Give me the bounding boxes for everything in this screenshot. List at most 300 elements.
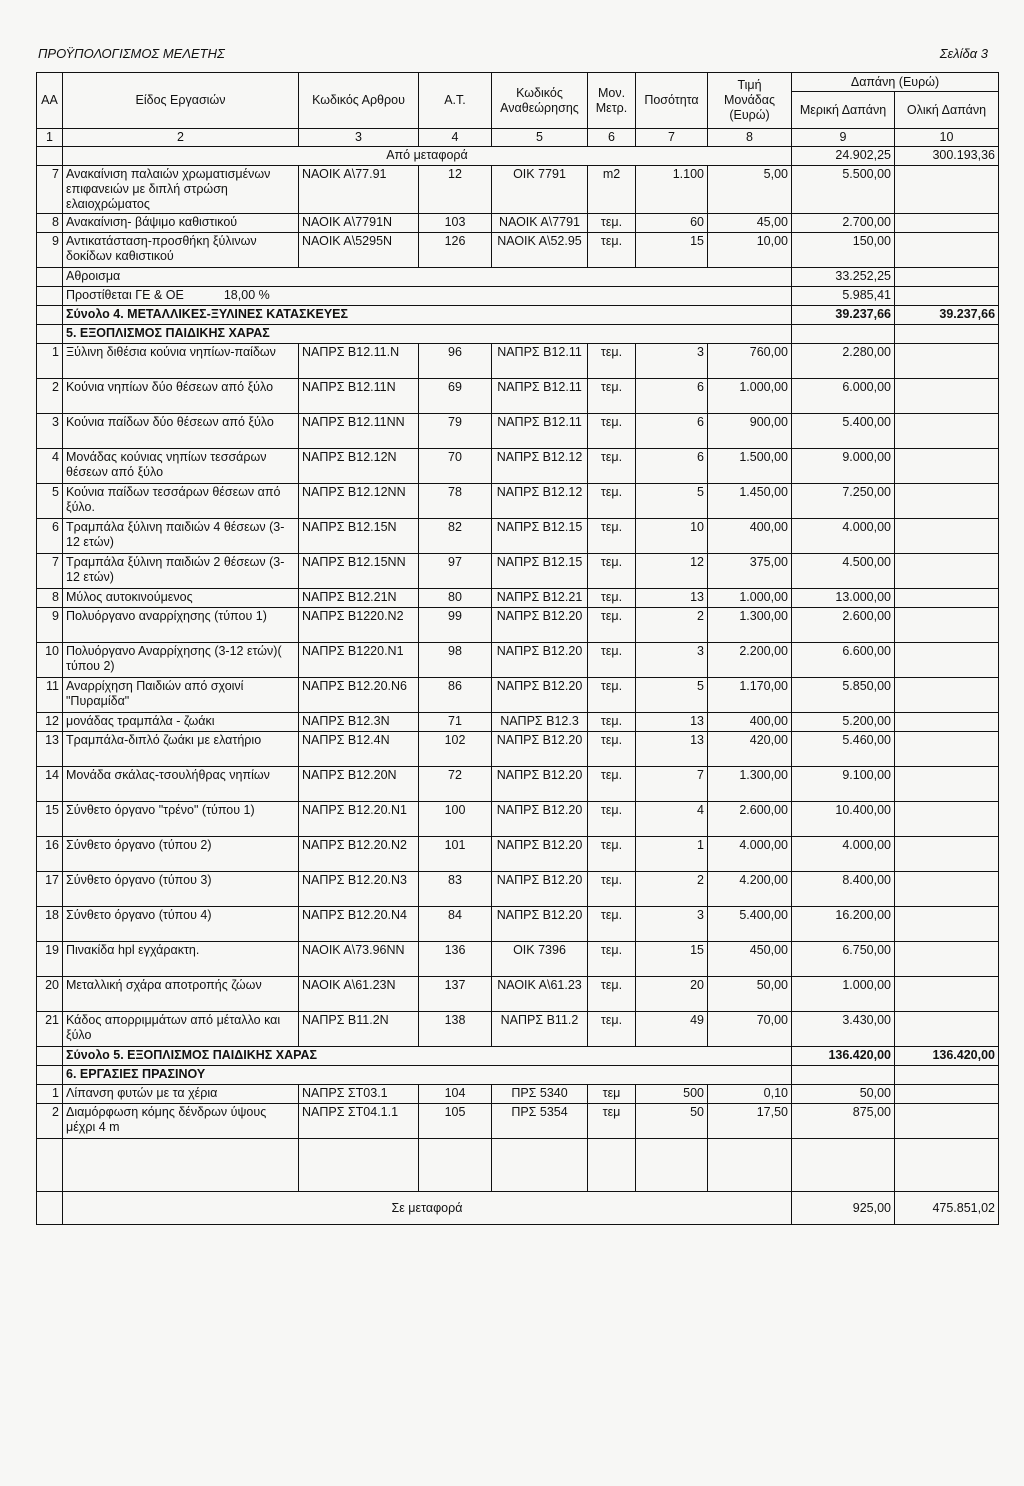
- row-quantity: 6: [636, 449, 708, 484]
- row-revision-code: ΟΙΚ 7791: [492, 166, 588, 214]
- row-unit: τεμ.: [588, 977, 636, 1012]
- row-partial-cost: 7.250,00: [792, 484, 895, 519]
- table-row: [37, 166, 999, 214]
- table-row: [37, 678, 999, 713]
- row-unit-price: 1.500,00: [708, 449, 792, 484]
- row-quantity: 13: [636, 732, 708, 767]
- row-total-cost: [895, 732, 999, 767]
- row-unit: τεμ: [588, 1104, 636, 1139]
- col-num: 9: [792, 129, 895, 147]
- row-unit: τεμ.: [588, 608, 636, 643]
- row-revision-code: ΝΑΠΡΣ Β12.3: [492, 713, 588, 732]
- row-partial-cost: 4.500,00: [792, 554, 895, 589]
- blank-cell: [299, 1139, 419, 1192]
- row-total-cost: [895, 643, 999, 678]
- row-partial-cost: 5.200,00: [792, 713, 895, 732]
- row-quantity: 6: [636, 379, 708, 414]
- row-total-cost: [895, 977, 999, 1012]
- row-aa: 11: [37, 678, 63, 713]
- row-article-code: ΝΑΠΡΣ Β12.11Ν: [299, 379, 419, 414]
- row-aa: 13: [37, 732, 63, 767]
- row-article-code: ΝΑΟΙΚ Α\7791Ν: [299, 214, 419, 233]
- row-aa: [37, 325, 63, 344]
- row-unit-price: 1.000,00: [708, 589, 792, 608]
- carry-forward-total: 475.851,02: [895, 1192, 999, 1225]
- row-revision-code: ΝΑΠΡΣ Β12.20: [492, 643, 588, 678]
- table-row: [37, 802, 999, 837]
- col-num: 6: [588, 129, 636, 147]
- row-article-code: ΝΑΠΡΣ Β12.12ΝΝ: [299, 484, 419, 519]
- row-description: Ανακαίνιση παλαιών χρωματισμένων επιφανειών με διπλή στρώση ελαιοχρώματος: [63, 166, 299, 214]
- row-unit: τεμ: [588, 1085, 636, 1104]
- row-unit-price: 1.170,00: [708, 678, 792, 713]
- row-aa: 14: [37, 767, 63, 802]
- row-at: 138: [419, 1012, 492, 1047]
- row-quantity: 2: [636, 872, 708, 907]
- table-row: [37, 1104, 999, 1139]
- row-at: 71: [419, 713, 492, 732]
- row-aa: 9: [37, 233, 63, 268]
- header-partial-cost: Μερική Δαπάνη: [792, 92, 895, 129]
- section5-total-row: [37, 1047, 999, 1066]
- header-quantity: Ποσότητα: [636, 73, 708, 129]
- row-quantity: 3: [636, 907, 708, 942]
- row-unit: τεμ.: [588, 344, 636, 379]
- row-revision-code: ΝΑΠΡΣ Β12.12: [492, 484, 588, 519]
- row-aa: 10: [37, 643, 63, 678]
- row-unit-price: 5.400,00: [708, 907, 792, 942]
- row-at: 79: [419, 414, 492, 449]
- row-quantity: 1.100: [636, 166, 708, 214]
- table-row: [37, 1012, 999, 1047]
- row-quantity: 6: [636, 414, 708, 449]
- row-quantity: 5: [636, 678, 708, 713]
- table-row: [37, 449, 999, 484]
- row-quantity: 2: [636, 608, 708, 643]
- row-unit-price: 0,10: [708, 1085, 792, 1104]
- row-partial-cost: 6.600,00: [792, 643, 895, 678]
- row-total-cost: [895, 554, 999, 589]
- row-quantity: 10: [636, 519, 708, 554]
- table-row: [37, 942, 999, 977]
- row-unit: τεμ.: [588, 837, 636, 872]
- row-revision-code: ΝΑΠΡΣ Β12.15: [492, 519, 588, 554]
- row-partial-cost: 5.500,00: [792, 166, 895, 214]
- row-article-code: ΝΑΠΡΣ Β12.15ΝΝ: [299, 554, 419, 589]
- row-at: 137: [419, 977, 492, 1012]
- row-total-cost: [895, 214, 999, 233]
- col-num: 1: [37, 129, 63, 147]
- row-partial-cost: 5.850,00: [792, 678, 895, 713]
- row-unit: τεμ.: [588, 732, 636, 767]
- row-description: Κούνια παίδων δύο θέσεων από ξύλο: [63, 414, 299, 449]
- blank-cell: [63, 1139, 299, 1192]
- row-at: 80: [419, 589, 492, 608]
- row-unit-price: 45,00: [708, 214, 792, 233]
- row-unit-price: 400,00: [708, 519, 792, 554]
- row-article-code: ΝΑΠΡΣ Β1220.Ν2: [299, 608, 419, 643]
- row-article-code: ΝΑΠΡΣ Β12.21Ν: [299, 589, 419, 608]
- row-revision-code: ΝΑΠΡΣ Β12.20: [492, 907, 588, 942]
- row-partial-cost: 6.750,00: [792, 942, 895, 977]
- header-revision-code: Κωδικός Αναθεώρησης: [492, 73, 588, 129]
- row-total-cost: [895, 1104, 999, 1139]
- row-article-code: ΝΑΠΡΣ Β1220.Ν1: [299, 643, 419, 678]
- row-at: 102: [419, 732, 492, 767]
- row-quantity: 1: [636, 837, 708, 872]
- row-unit-price: 4.200,00: [708, 872, 792, 907]
- section5-title-row-partial: [792, 325, 895, 344]
- row-article-code: ΝΑΠΡΣ Β12.11.Ν: [299, 344, 419, 379]
- row-revision-code: ΝΑΠΡΣ Β12.20: [492, 608, 588, 643]
- header-article-code: Κωδικός Αρθρου: [299, 73, 419, 129]
- row-aa: [37, 287, 63, 306]
- blank-cell: [37, 1139, 63, 1192]
- row-description: Σύνθετο όργανο (τύπου 3): [63, 872, 299, 907]
- row-unit: τεμ.: [588, 907, 636, 942]
- row-article-code: ΝΑΠΡΣ Β12.12Ν: [299, 449, 419, 484]
- row-quantity: 5: [636, 484, 708, 519]
- header-unit: Μον. Μετρ.: [588, 73, 636, 129]
- row-partial-cost: 2.280,00: [792, 344, 895, 379]
- row-unit-price: 17,50: [708, 1104, 792, 1139]
- row-unit: m2: [588, 166, 636, 214]
- table-row: [37, 713, 999, 732]
- sum-row-total: [895, 268, 999, 287]
- row-article-code: ΝΑΠΡΣ ΣΤ04.1.1: [299, 1104, 419, 1139]
- row-article-code: ΝΑΟΙΚ Α\5295Ν: [299, 233, 419, 268]
- row-description: Μεταλλική σχάρα αποτροπής ζώων: [63, 977, 299, 1012]
- row-quantity: 50: [636, 1104, 708, 1139]
- row-at: 78: [419, 484, 492, 519]
- row-aa: 7: [37, 166, 63, 214]
- row-unit: τεμ.: [588, 1012, 636, 1047]
- header-unit-price: Τιμή Μονάδας (Ευρώ): [708, 73, 792, 129]
- table-row: [37, 872, 999, 907]
- row-quantity: 500: [636, 1085, 708, 1104]
- sum-row: [37, 268, 999, 287]
- overhead-row-total: [895, 287, 999, 306]
- section4-total-row-total: 39.237,66: [895, 306, 999, 325]
- row-unit: τεμ.: [588, 872, 636, 907]
- row-total-cost: [895, 589, 999, 608]
- carry-forward-label: Σε μεταφορά: [63, 1192, 792, 1225]
- section5-total-row-total: 136.420,00: [895, 1047, 999, 1066]
- row-at: 69: [419, 379, 492, 414]
- row-at: 100: [419, 802, 492, 837]
- section6-title-row-total: [895, 1066, 999, 1085]
- row-unit: τεμ.: [588, 942, 636, 977]
- row-unit: τεμ.: [588, 379, 636, 414]
- row-quantity: 13: [636, 713, 708, 732]
- row-article-code: ΝΑΠΡΣ Β11.2Ν: [299, 1012, 419, 1047]
- table-row: [37, 977, 999, 1012]
- row-total-cost: [895, 802, 999, 837]
- row-unit: τεμ.: [588, 214, 636, 233]
- row-at: 99: [419, 608, 492, 643]
- row-total-cost: [895, 767, 999, 802]
- sum-row-label: Αθροισμα: [63, 268, 792, 287]
- row-quantity: 4: [636, 802, 708, 837]
- row-revision-code: ΝΑΠΡΣ Β12.20: [492, 732, 588, 767]
- row-total-cost: [895, 379, 999, 414]
- row-revision-code: ΝΑΠΡΣ Β12.20: [492, 837, 588, 872]
- table-row: [37, 233, 999, 268]
- row-at: 84: [419, 907, 492, 942]
- row-partial-cost: 3.430,00: [792, 1012, 895, 1047]
- row-aa: 12: [37, 713, 63, 732]
- blank-cell: [636, 1139, 708, 1192]
- row-aa: [37, 306, 63, 325]
- row-total-cost: [895, 608, 999, 643]
- blank-cell: [792, 1139, 895, 1192]
- row-total-cost: [895, 449, 999, 484]
- sum-row-partial: 33.252,25: [792, 268, 895, 287]
- row-at: 105: [419, 1104, 492, 1139]
- col-num: 2: [63, 129, 299, 147]
- row-quantity: 12: [636, 554, 708, 589]
- row-aa: [37, 1047, 63, 1066]
- row-aa: 17: [37, 872, 63, 907]
- row-revision-code: ΝΑΟΙΚ Α\52.95: [492, 233, 588, 268]
- row-at: 86: [419, 678, 492, 713]
- row-partial-cost: 8.400,00: [792, 872, 895, 907]
- section5-title-row-label: 5. ΕΞΟΠΛΙΣΜΟΣ ΠΑΙΔΙΚΗΣ ΧΑΡΑΣ: [63, 325, 792, 344]
- row-partial-cost: 5.400,00: [792, 414, 895, 449]
- row-description: Διαμόρφωση κόμης δένδρων ύψους μέχρι 4 m: [63, 1104, 299, 1139]
- table-row: [37, 554, 999, 589]
- budget-table: [36, 72, 999, 1225]
- row-total-cost: [895, 519, 999, 554]
- table-row: [37, 732, 999, 767]
- row-total-cost: [895, 907, 999, 942]
- row-quantity: 7: [636, 767, 708, 802]
- row-description: Κούνια παίδων τεσσάρων θέσεων από ξύλο.: [63, 484, 299, 519]
- row-unit: τεμ.: [588, 519, 636, 554]
- table-body: [37, 147, 999, 1225]
- row-aa: 8: [37, 214, 63, 233]
- row-aa: 21: [37, 1012, 63, 1047]
- row-partial-cost: 16.200,00: [792, 907, 895, 942]
- row-total-cost: [895, 233, 999, 268]
- row-at: 96: [419, 344, 492, 379]
- row-unit: τεμ.: [588, 678, 636, 713]
- row-at: 136: [419, 942, 492, 977]
- row-total-cost: [895, 678, 999, 713]
- row-description: Λίπανση φυτών με τα χέρια: [63, 1085, 299, 1104]
- row-partial-cost: 875,00: [792, 1104, 895, 1139]
- row-partial-cost: 6.000,00: [792, 379, 895, 414]
- row-total-cost: [895, 1085, 999, 1104]
- row-revision-code: ΝΑΠΡΣ Β12.11: [492, 414, 588, 449]
- blank-row: [37, 1139, 999, 1192]
- row-unit-price: 900,00: [708, 414, 792, 449]
- row-description: Πινακίδα hpl εγχάρακτη.: [63, 942, 299, 977]
- row-at: 82: [419, 519, 492, 554]
- row-quantity: 3: [636, 344, 708, 379]
- overhead-row: [37, 287, 999, 306]
- table-row: [37, 344, 999, 379]
- row-revision-code: ΝΑΠΡΣ Β12.20: [492, 802, 588, 837]
- table-row: [37, 214, 999, 233]
- row-article-code: ΝΑΠΡΣ Β12.20.Ν4: [299, 907, 419, 942]
- row-partial-cost: 2.600,00: [792, 608, 895, 643]
- col-num: 4: [419, 129, 492, 147]
- row-article-code: ΝΑΠΡΣ Β12.15Ν: [299, 519, 419, 554]
- row-unit: τεμ.: [588, 484, 636, 519]
- row-description: Τραμπάλα-διπλό ζωάκι με ελατήριο: [63, 732, 299, 767]
- row-aa: 20: [37, 977, 63, 1012]
- row-at: 103: [419, 214, 492, 233]
- table-row: [37, 1085, 999, 1104]
- row-unit-price: 70,00: [708, 1012, 792, 1047]
- row-revision-code: ΝΑΠΡΣ Β12.15: [492, 554, 588, 589]
- table-row: [37, 608, 999, 643]
- row-unit-price: 450,00: [708, 942, 792, 977]
- col-num: 8: [708, 129, 792, 147]
- row-partial-cost: 5.460,00: [792, 732, 895, 767]
- row-description: Τραμπάλα ξύλινη παιδιών 2 θέσεων (3-12 ετών): [63, 554, 299, 589]
- section5-total-row-label: Σύνολο 5. ΕΞΟΠΛΙΣΜΟΣ ΠΑΙΔΙΚΗΣ ΧΑΡΑΣ: [63, 1047, 792, 1066]
- row-description: Κάδος απορριμμάτων από μέταλλο και ξύλο: [63, 1012, 299, 1047]
- col-num: 7: [636, 129, 708, 147]
- row-aa: 9: [37, 608, 63, 643]
- row-article-code: ΝΑΠΡΣ Β12.20.Ν3: [299, 872, 419, 907]
- section5-title-row-total: [895, 325, 999, 344]
- table-row: [37, 379, 999, 414]
- row-total-cost: [895, 484, 999, 519]
- row-unit: τεμ.: [588, 802, 636, 837]
- table-row: [37, 519, 999, 554]
- row-revision-code: ΝΑΠΡΣ Β12.20: [492, 678, 588, 713]
- row-partial-cost: 150,00: [792, 233, 895, 268]
- blank-cell: [588, 1139, 636, 1192]
- overhead-row-percent: 18,00 %: [223, 288, 270, 302]
- row-description: Σύνθετο όργανο (τύπου 4): [63, 907, 299, 942]
- row-unit: τεμ.: [588, 643, 636, 678]
- row-unit: τεμ.: [588, 767, 636, 802]
- section5-total-row-partial: 136.420,00: [792, 1047, 895, 1066]
- row-description: Μύλος αυτοκινούμενος: [63, 589, 299, 608]
- row-aa: 2: [37, 379, 63, 414]
- carry-forward-partial: 925,00: [792, 1192, 895, 1225]
- table-row: [37, 767, 999, 802]
- row-unit-price: 1.450,00: [708, 484, 792, 519]
- row-quantity: 15: [636, 942, 708, 977]
- row-partial-cost: 50,00: [792, 1085, 895, 1104]
- row-total-cost: [895, 414, 999, 449]
- row-aa: 1: [37, 344, 63, 379]
- row-at: 104: [419, 1085, 492, 1104]
- row-aa: 16: [37, 837, 63, 872]
- row-unit-price: 1.300,00: [708, 608, 792, 643]
- row-unit: τεμ.: [588, 713, 636, 732]
- table-row: [37, 484, 999, 519]
- row-total-cost: [895, 344, 999, 379]
- row-article-code: ΝΑΟΙΚ Α\73.96ΝΝ: [299, 942, 419, 977]
- row-description: Αντικατάσταση-προσθήκη ξύλινων δοκίδων καθιστικού: [63, 233, 299, 268]
- row-article-code: ΝΑΠΡΣ Β12.20.Ν6: [299, 678, 419, 713]
- row-article-code: ΝΑΠΡΣ ΣΤ03.1: [299, 1085, 419, 1104]
- row-description: Σύνθετο όργανο (τύπου 2): [63, 837, 299, 872]
- row-aa: 4: [37, 449, 63, 484]
- row-at: 70: [419, 449, 492, 484]
- row-partial-cost: 13.000,00: [792, 589, 895, 608]
- row-description: Μονάδα σκάλας-τσουλήθρας νηπίων: [63, 767, 299, 802]
- row-revision-code: ΝΑΠΡΣ Β11.2: [492, 1012, 588, 1047]
- row-at: 97: [419, 554, 492, 589]
- row-aa: [37, 1066, 63, 1085]
- row-revision-code: ΝΑΠΡΣ Β12.20: [492, 872, 588, 907]
- row-partial-cost: 4.000,00: [792, 837, 895, 872]
- row-total-cost: [895, 713, 999, 732]
- row-partial-cost: 2.700,00: [792, 214, 895, 233]
- page-number: Σελίδα 3: [939, 46, 988, 61]
- carried-forward-row: [37, 147, 999, 166]
- carry-forward-row: [37, 1192, 999, 1225]
- row-description: Ξύλινη διθέσια κούνια νηπίων-παίδων: [63, 344, 299, 379]
- row-unit-price: 2.600,00: [708, 802, 792, 837]
- table-row: [37, 837, 999, 872]
- row-total-cost: [895, 837, 999, 872]
- row-article-code: ΝΑΠΡΣ Β12.3Ν: [299, 713, 419, 732]
- column-number-row: [37, 129, 999, 147]
- row-unit: τεμ.: [588, 233, 636, 268]
- overhead-row-label: [63, 287, 792, 306]
- row-aa: 5: [37, 484, 63, 519]
- row-unit-price: 2.200,00: [708, 643, 792, 678]
- row-quantity: 3: [636, 643, 708, 678]
- row-partial-cost: 4.000,00: [792, 519, 895, 554]
- row-revision-code: ΝΑΠΡΣ Β12.20: [492, 767, 588, 802]
- row-at: 83: [419, 872, 492, 907]
- row-description: μονάδας τραμπάλα - ζωάκι: [63, 713, 299, 732]
- row-unit-price: 5,00: [708, 166, 792, 214]
- row-at: 126: [419, 233, 492, 268]
- section5-title-row: [37, 325, 999, 344]
- table-row: [37, 643, 999, 678]
- row-description: Ανακαίνιση- βάψιμο καθιστικού: [63, 214, 299, 233]
- col-num: 3: [299, 129, 419, 147]
- row-aa: [37, 268, 63, 287]
- section6-title-row-label: 6. ΕΡΓΑΣΙΕΣ ΠΡΑΣΙΝΟΥ: [63, 1066, 792, 1085]
- row-total-cost: [895, 166, 999, 214]
- row-aa: 6: [37, 519, 63, 554]
- row-description: Κούνια νηπίων δύο θέσεων από ξύλο: [63, 379, 299, 414]
- row-quantity: 60: [636, 214, 708, 233]
- row-revision-code: ΠΡΣ 5354: [492, 1104, 588, 1139]
- row-revision-code: ΝΑΠΡΣ Β12.21: [492, 589, 588, 608]
- header-row: [37, 73, 999, 92]
- row-article-code: ΝΑΟΙΚ Α\77.91: [299, 166, 419, 214]
- row-article-code: ΝΑΠΡΣ Β12.20.Ν1: [299, 802, 419, 837]
- row-revision-code: ΝΑΠΡΣ Β12.12: [492, 449, 588, 484]
- row-at: 72: [419, 767, 492, 802]
- row-at: 101: [419, 837, 492, 872]
- row-quantity: 20: [636, 977, 708, 1012]
- row-aa: 3: [37, 414, 63, 449]
- row-aa: 15: [37, 802, 63, 837]
- row-revision-code: ΠΡΣ 5340: [492, 1085, 588, 1104]
- carried-forward-label: Από μεταφορά: [63, 147, 792, 166]
- row-unit: τεμ.: [588, 554, 636, 589]
- row-unit: τεμ.: [588, 414, 636, 449]
- section4-total-row-label: Σύνολο 4. ΜΕΤΑΛΛΙΚΕΣ-ΞΥΛΙΝΕΣ ΚΑΤΑΣΚΕΥΕΣ: [63, 306, 792, 325]
- row-description: Αναρρίχηση Παιδιών από σχοινί "Πυραμίδα": [63, 678, 299, 713]
- row-aa: 7: [37, 554, 63, 589]
- table-row: [37, 907, 999, 942]
- section6-title-row-partial: [792, 1066, 895, 1085]
